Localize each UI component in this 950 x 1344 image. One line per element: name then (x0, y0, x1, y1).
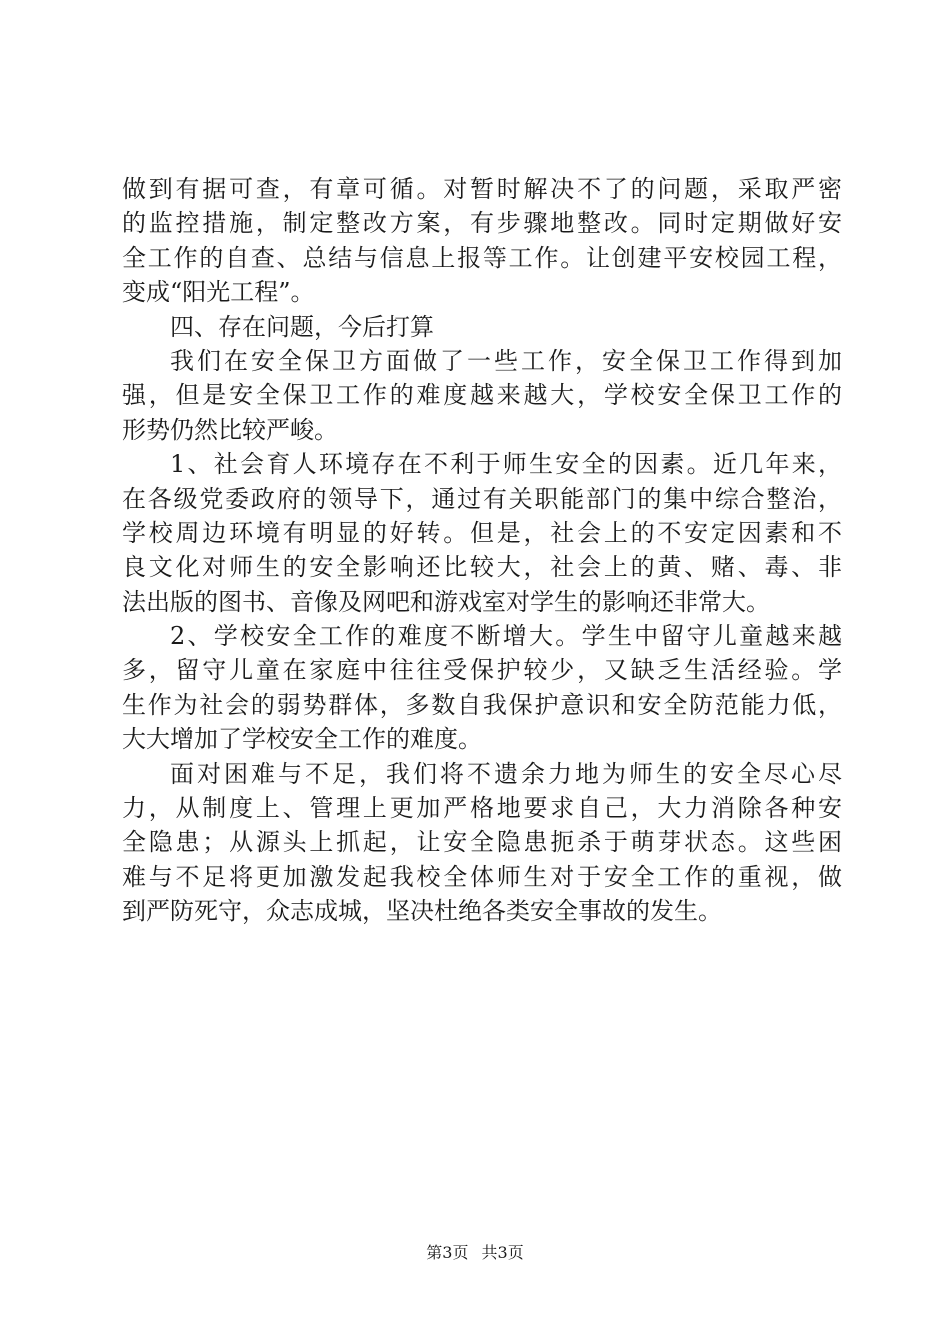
page-total: 共3页 (481, 1243, 524, 1262)
page-number: 第3页 (426, 1243, 469, 1262)
text-line: 2、学校安全工作的难度不断增大。学生中留守儿童越来越 (170, 622, 842, 651)
text-line: 做到有据可查，有章可循。对暂时解决不了的问题，采取严密 (122, 175, 842, 203)
page-footer (0, 1243, 950, 1263)
text-line: 大大增加了学校安全工作的难度。 (122, 725, 482, 754)
text-line: 形势仍然比较严峻。 (122, 415, 338, 444)
text-line: 生作为社会的弱势群体，多数自我保护意识和安全防范能力低， (122, 690, 842, 719)
text-line: 法出版的图书、音像及网吧和游戏室对学生的影响还非常大。 (122, 587, 770, 616)
text-line: 全隐患；从源头上抓起，让安全隐患扼杀于萌芽状态。这些困 (122, 828, 842, 857)
text-line: 四、存在问题，今后打算 (170, 312, 434, 341)
text-line: 良文化对师生的安全影响还比较大，社会上的黄、赌、毒、非 (122, 553, 842, 582)
text-line: 难与不足将更加激发起我校全体师生对于安全工作的重视，做 (122, 862, 842, 891)
text-line: 全工作的自查、总结与信息上报等工作。让创建平安校园工程， (122, 243, 842, 272)
text-line: 力，从制度上、管理上更加严格地要求自己，大力消除各种安 (122, 794, 842, 823)
text-line: 面对困难与不足，我们将不遗余力地为师生的安全尽心尽 (170, 759, 842, 788)
text-line: 1、社会育人环境存在不利于师生安全的因素。近几年来， (170, 450, 842, 479)
text-line: 多，留守儿童在家庭中往往受保护较少，又缺乏生活经验。学 (122, 656, 842, 685)
text-line: 到严防死守，众志成城，坚决杜绝各类安全事故的发生。 (122, 897, 722, 926)
text-line: 的监控措施，制定整改方案，有步骤地整改。同时定期做好安 (122, 209, 842, 238)
text-line: 强，但是安全保卫工作的难度越来越大，学校安全保卫工作的 (122, 381, 842, 410)
text-line: 变成“阳光工程”。 (122, 278, 315, 307)
text-line: 在各级党委政府的领导下，通过有关职能部门的集中综合整治， (122, 484, 842, 513)
text-line: 学校周边环境有明显的好转。但是，社会上的不安定因素和不 (122, 518, 842, 547)
text-line: 我们在安全保卫方面做了一些工作，安全保卫工作得到加 (170, 346, 842, 375)
document-body (122, 172, 842, 929)
